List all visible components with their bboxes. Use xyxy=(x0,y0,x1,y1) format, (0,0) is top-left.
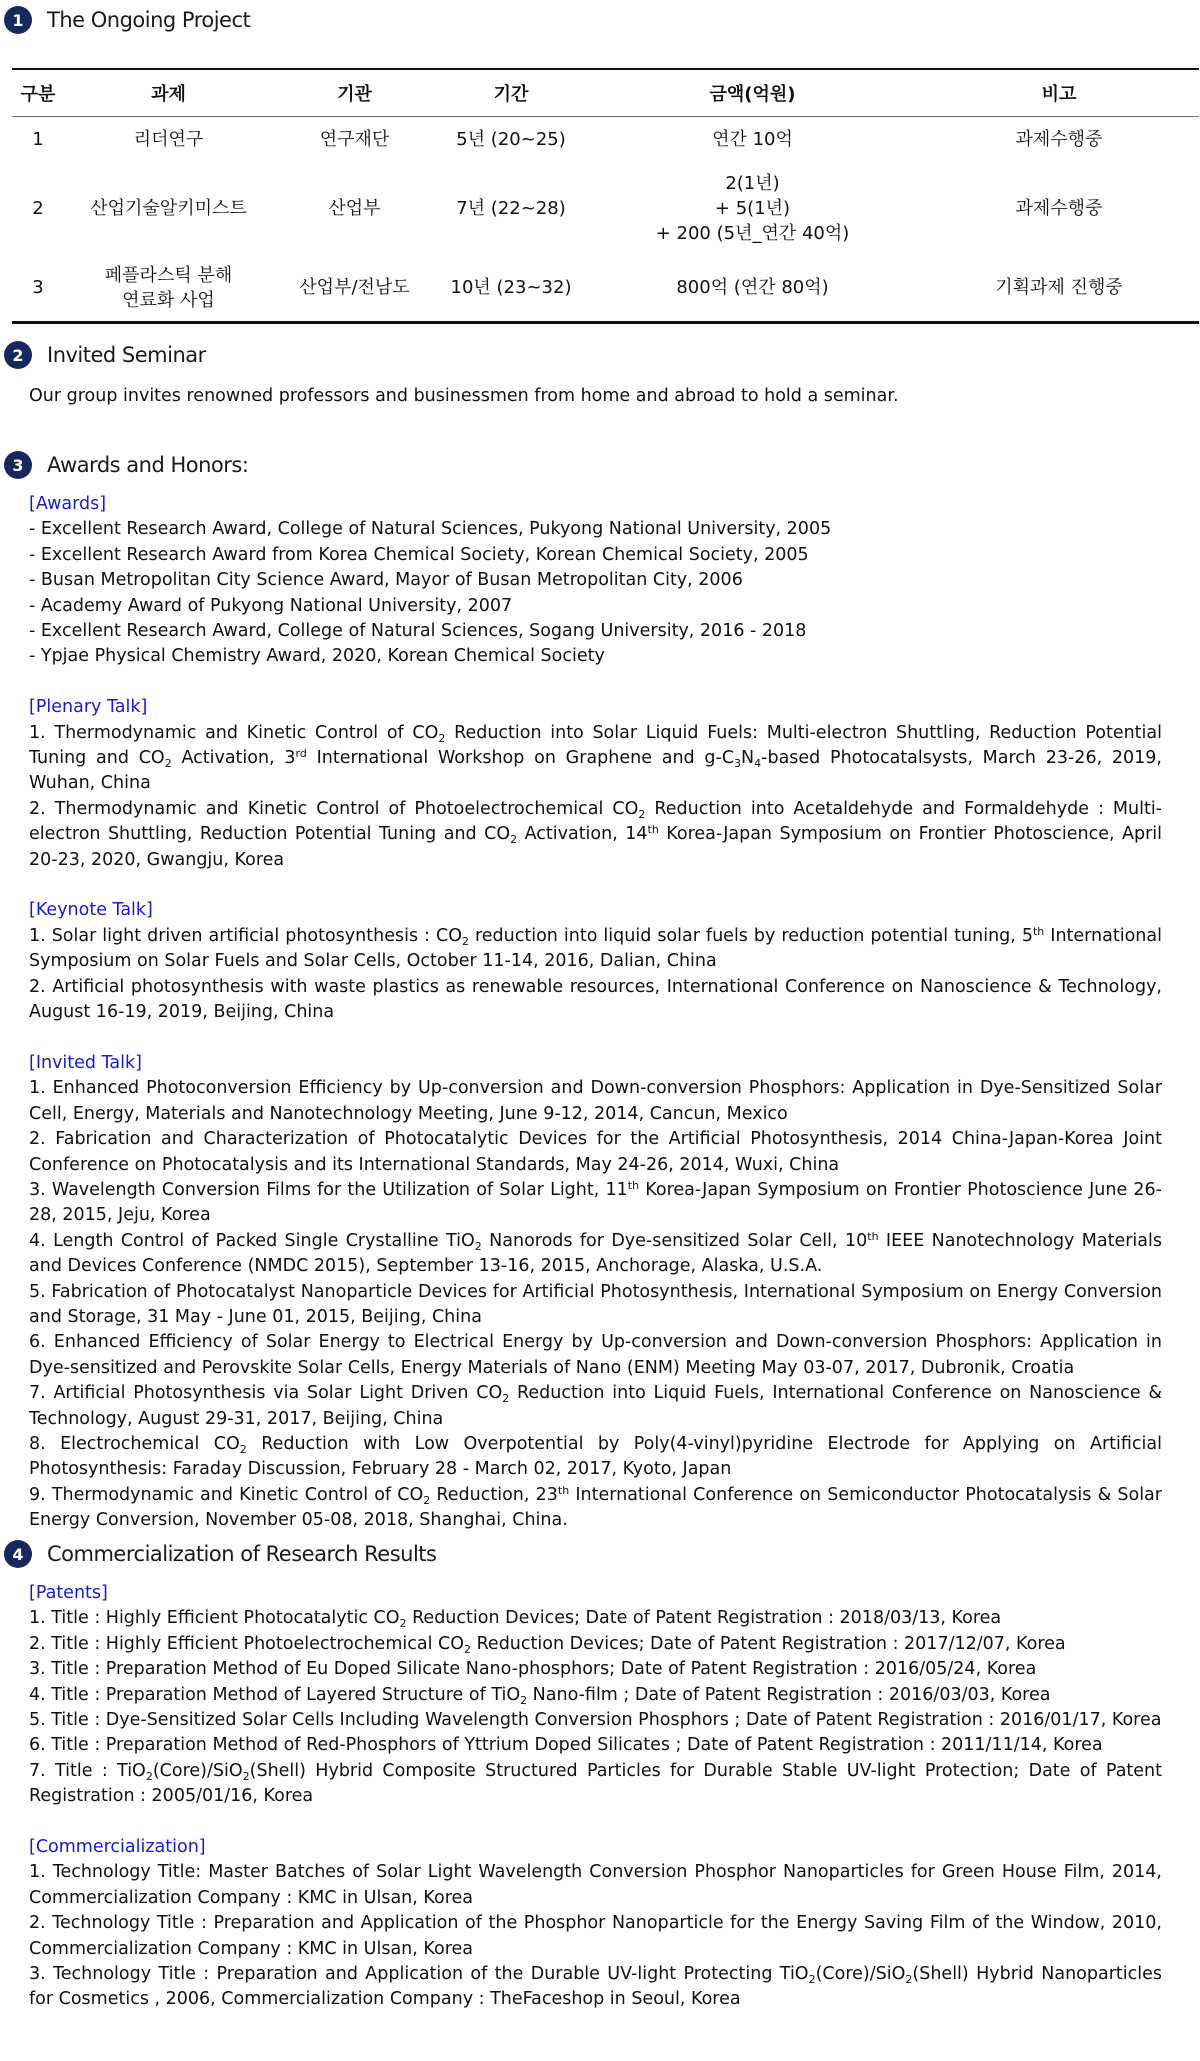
list-item: 4. Title : Preparation Method of Layered Structure of TiO$_2$ Nano-film ; Date of Patent Registration : 2016/03/03, Korea xyxy=(29,1684,1051,1707)
cell-org: 산업부 xyxy=(328,198,381,219)
section-heading-awards xyxy=(4,451,248,479)
list-item: 6. Enhanced Efficiency of Solar Energy to Electrical Energy by Up-conversion and Down-conversion Phosphors: Application in Dye-sensitized and Perovskite Solar Cells, Energy Materials of Nano (ENM) Meeting May 03-07, 2017, Dubronik, Croatia xyxy=(29,1332,1162,1378)
column-header: 기관 xyxy=(273,69,436,117)
list-item: - Excellent Research Award, College of Natural Sciences, Pukyong National University, 2005 xyxy=(29,519,832,540)
cell-amount: 연간 10억 xyxy=(712,129,793,151)
table-row xyxy=(12,255,1199,323)
list-item: 4. Length Control of Packed Single Crystalline TiO$_2$ Nanorods for Dye-sensitized Solar Cell, 10th IEEE Nanotechnology Materials and Devices Conference (NMDC 2015), September 13-16, 2015, Anchorage, Alaska, U.S.A. xyxy=(29,1229,1162,1277)
section-number-badge: 3 xyxy=(4,451,32,479)
cell-task: 리더연구 xyxy=(133,129,204,151)
cell-note: 과제수행중 xyxy=(1015,129,1103,151)
column-header: 구분 xyxy=(12,69,64,117)
list-item: 2. Technology Title : Preparation and Application of the Phosphor Nanoparticle for the Energy Saving Film of the Window, 2010, Commercialization Company : KMC in Ulsan, Korea xyxy=(29,1913,1162,1959)
list-item: - Excellent Research Award from Korea Chemical Society, Korean Chemical Society, 2005 xyxy=(29,544,809,565)
cell-period: 5년 (20~25) xyxy=(456,129,566,151)
cell-no: 3 xyxy=(12,255,64,323)
list-item: 5. Fabrication of Photocatalyst Nanoparticle Devices for Artificial Photosynthesis, International Symposium on Energy Conversion and Storage, 31 May - June 01, 2015, Beijing, China xyxy=(29,1281,1162,1327)
list-item: - Excellent Research Award, College of Natural Sciences, Sogang University, 2016 - 2018 xyxy=(29,621,807,642)
list-item: 7. Title : TiO$_2$(Core)/SiO$_2$(Shell) Hybrid Composite Structured Particles for Durable Stable UV-light Protection; Date of Patent Registration : 2005/01/16, Korea xyxy=(29,1760,1162,1807)
section-title: Commercialization of Research Results xyxy=(47,1542,437,1566)
section-title: Awards and Honors: xyxy=(47,453,249,477)
column-header: 기간 xyxy=(436,69,586,117)
awards-label: [Awards] xyxy=(29,494,107,514)
list-item: 1. Solar light driven artificial photosynthesis : $CO_2$ reduction into liquid solar fuels by reduction potential tuning, 5th International Symposium on Solar Fuels and Solar Cells, October 11-14, 2016, Dalian, China xyxy=(29,924,1162,972)
cell-no: 2 xyxy=(32,198,44,219)
cell-note: 기획과제 진행중 xyxy=(919,255,1199,323)
list-item: 7. Artificial Photosynthesis via Solar Light Driven $CO_2$ Reduction into Liquid Fuels, International Conference on Nanoscience & Technology, August 29-31, 2017, Beijing, China xyxy=(29,1383,1162,1429)
list-item: 2. Title : Highly Efficient Photoelectrochemical $CO_2$ Reduction Devices; Date of Patent Registration : 2017/12/07, Korea xyxy=(29,1633,1066,1656)
cell-period: 10년 (23~32) xyxy=(436,255,586,323)
list-item: - Academy Award of Pukyong National University, 2007 xyxy=(29,595,513,616)
invited-label: [Invited Talk] xyxy=(29,1052,142,1073)
section-number-badge: 1 xyxy=(4,6,32,34)
cell-org: 연구재단 xyxy=(319,129,390,151)
list-item: 3. Title : Preparation Method of Eu Doped Silicate Nano-phosphors; Date of Patent Registration : 2016/05/24, Korea xyxy=(29,1659,1037,1680)
cell-amount: 800억 (연간 80억) xyxy=(586,255,919,323)
cell-task: 페플라스틱 분해 연료화 사업 xyxy=(64,255,273,323)
section-title: The Ongoing Project xyxy=(47,8,251,32)
cell-period: 7년 (22~28) xyxy=(456,198,566,219)
commercialization-label: [Commercialization] xyxy=(29,1837,206,1858)
list-item: 1. Enhanced Photoconversion Efficiency by Up-conversion and Down-conversion Phosphors: Application in Dye-Sensitized Solar Cell, Energy, Materials and Nanotechnology Meeting, June 9-12, 2014, Cancun, Mexico xyxy=(29,1078,1162,1124)
column-header: 비고 xyxy=(919,69,1199,117)
section-heading-commercialization xyxy=(4,1540,436,1568)
table-row xyxy=(12,117,1199,163)
list-item: - Busan Metropolitan City Science Award, Mayor of Busan Metropolitan City, 2006 xyxy=(29,570,743,591)
list-item: 2. Artificial photosynthesis with waste plastics as renewable resources, International Conference on Nanoscience & Technology, August 16-19, 2019, Beijing, China xyxy=(29,976,1162,1023)
list-item: 1. Technology Title: Master Batches of Solar Light Wavelength Conversion Phosphor Nanoparticles for Green House Film, 2014, Commercialization Company : KMC in Ulsan, Korea xyxy=(29,1862,1162,1908)
awards-content xyxy=(29,492,1162,1534)
list-item: 1. Title : Highly Efficient Photocatalytic $CO_2$ Reduction Devices; Date of Patent Registration : 2018/03/13, Korea xyxy=(29,1608,1002,1631)
list-item: 6. Title : Preparation Method of Red-Phosphors of Yttrium Doped Silicates ; Date of Patent Registration : 2011/11/14, Korea xyxy=(29,1735,1103,1756)
seminar-text: Our group invites renowned professors and businessmen from home and abroad to hold a seminar. xyxy=(29,386,899,406)
list-item: 2. Fabrication and Characterization of Photocatalytic Devices for the Artificial Photosynthesis, 2014 China-Japan-Korea Joint Conference on Photocatalysis and its International Standards, May 24-26, 2014, Wuxi, China xyxy=(29,1129,1162,1175)
cell-note: 과제수행중 xyxy=(1015,198,1103,219)
list-item: 8. Electrochemical $CO_2$ Reduction with Low Overpotential by Poly(4-vinyl)pyridine Electrode for Applying on Artificial Photosynthesis: Faraday Discussion, February 28 - March 02, 2017, Kyoto, Japan xyxy=(29,1433,1162,1480)
cell-org: 산업부/전남도 xyxy=(273,255,436,323)
column-header: 과제 xyxy=(64,69,273,117)
list-item: 1. Thermodynamic and Kinetic Control of $CO_2$ Reduction into Solar Liquid Fuels: Multi-electron Shuttling, Reduction Potential Tuning and $CO_2$ Activation, 3rd International Workshop on Graphene and $g-C_3N_4$-based Photocatalsysts, March 23-26, 2019, Wuhan, China xyxy=(29,722,1162,794)
commercialization-content xyxy=(29,1581,1162,2013)
keynote-label: [Keynote Talk] xyxy=(29,900,153,921)
list-item: 3. Wavelength Conversion Films for the Utilization of Solar Light, 11th Korea-Japan Symposium on Frontier Photoscience June 26-28, 2015, Jeju, Korea xyxy=(29,1178,1162,1226)
section-heading-invited-seminar xyxy=(4,341,206,369)
project-table xyxy=(12,68,1199,324)
list-item: 9. Thermodynamic and Kinetic Control of $CO_2$ Reduction, 23th International Conference on Semiconductor Photocatalysis & Solar Energy Conversion, November 05-08, 2018, Shanghai, China. xyxy=(29,1483,1162,1531)
column-header: 금액(억원) xyxy=(586,69,919,117)
list-item: - Ypjae Physical Chemistry Award, 2020, Korean Chemical Society xyxy=(29,646,605,667)
cell-amount: 2(1년) + 5(1년) + 200 (5년_연간 40억) xyxy=(655,173,850,244)
section-number-badge: 2 xyxy=(4,341,32,369)
table-header-row xyxy=(12,69,1199,117)
table-row xyxy=(12,163,1199,255)
patents-label: [Patents] xyxy=(29,1583,108,1603)
section-number-badge: 4 xyxy=(4,1540,32,1568)
section-title: Invited Seminar xyxy=(47,343,206,367)
list-item: 3. Technology Title : Preparation and Application of the Durable UV-light Protecting TiO$_2$(Core)/SiO$_2$(Shell) Hybrid Nanoparticles for Cosmetics , 2006, Commercialization Company : TheFaceshop in Seoul, Korea xyxy=(29,1964,1162,2010)
list-item: 5. Title : Dye-Sensitized Solar Cells Including Wavelength Conversion Phosphors ; Date of Patent Registration : 2016/01/17, Korea xyxy=(29,1710,1162,1731)
cell-no: 1 xyxy=(32,129,44,151)
list-item: 2. Thermodynamic and Kinetic Control of Photoelectrochemical $CO_2$ Reduction into Acetaldehyde and Formaldehyde : Multi-electron Shuttling, Reduction Potential Tuning and $CO_2$ Activation, 14th Korea-Japan Symposium on Frontier Photoscience, April 20-23, 2020, Gwangju, Korea xyxy=(29,798,1162,870)
cell-task: 산업기술알키미스트 xyxy=(90,198,247,219)
plenary-label: [Plenary Talk] xyxy=(29,697,148,718)
section-heading-ongoing-project xyxy=(4,6,250,34)
